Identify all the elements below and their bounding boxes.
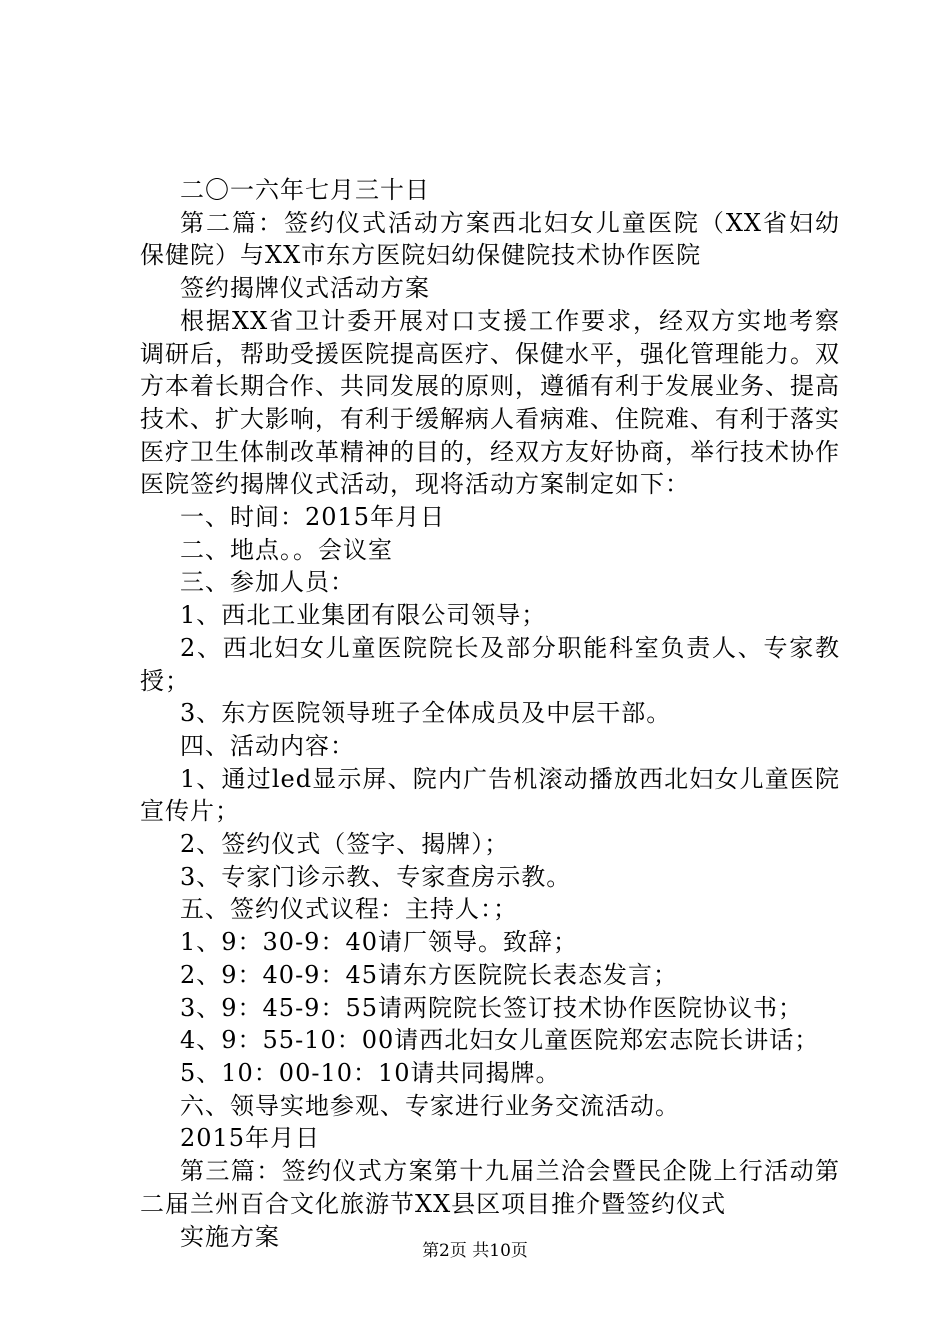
paragraph: 2、9：40-9：45请东方医院院长表态发言； <box>180 960 678 989</box>
paragraph: 实施方案 <box>180 1222 280 1251</box>
paragraph: 5、10：00-10：10请共同揭牌。 <box>180 1058 561 1087</box>
document-body <box>140 174 840 1253</box>
paragraph: 第二篇：签约仪式活动方案西北妇女儿童医院（XX省妇幼保健院）与XX市东方医院妇幼保健院技术协作医院 <box>140 208 840 270</box>
paragraph: 2、签约仪式（签字、揭牌）； <box>180 830 510 859</box>
paragraph: 二〇一六年七月三十日 <box>180 176 430 204</box>
page-footer: 第2页 共10页 <box>422 1241 528 1261</box>
paragraph: 2015年月日 <box>180 1124 321 1153</box>
paragraph: 1、通过led显示屏、院内广告机滚动播放西北妇女儿童医院宣传片； <box>140 764 840 826</box>
paragraph: 二、地点。。会议室 <box>180 535 393 564</box>
paragraph: 根据XX省卫计委开展对口支援工作要求，经双方实地考察调研后，帮助受援医院提高医疗、保健水平，强化管理能力。双方本着长期合作、共同发展的原则，遵循有利于发展业务、提高技术、扩大影响，有利于缓解病人看病难、住院难、有利于落实医疗卫生体制改革精神的目的，经双方友好协商，举行技术协作医院签约揭牌仪式活动，现将活动方案制定如下： <box>140 306 840 499</box>
paragraph: 3、东方医院领导班子全体成员及中层干部。 <box>180 699 672 728</box>
paragraph: 4、9：55-10：00请西北妇女儿童医院郑宏志院长讲话； <box>180 1026 820 1055</box>
paragraph: 六、领导实地参观、专家进行业务交流活动。 <box>180 1091 680 1120</box>
paragraph: 签约揭牌仪式活动方案 <box>180 274 430 303</box>
paragraph: 1、9：30-9：40请厂领导。致辞； <box>180 928 578 957</box>
paragraph: 五、签约仪式议程：主持人：； <box>180 895 518 924</box>
paragraph: 一、时间：2015年月日 <box>180 503 446 532</box>
paragraph: 3、9：45-9：55请两院院长签订技术协作医院协议书； <box>180 993 803 1022</box>
paragraph: 3、专家门诊示教、专家查房示教。 <box>180 862 572 891</box>
paragraph: 四、活动内容： <box>180 731 355 760</box>
paragraph: 第三篇：签约仪式方案第十九届兰洽会暨民企陇上行活动第二届兰州百合文化旅游节XX县区项目推介暨签约仪式 <box>140 1157 840 1218</box>
paragraph: 2、西北妇女儿童医院院长及部分职能科室负责人、专家教授； <box>140 633 840 695</box>
paragraph: 三、参加人员： <box>180 568 355 597</box>
paragraph: 1、西北工业集团有限公司领导； <box>180 601 547 630</box>
